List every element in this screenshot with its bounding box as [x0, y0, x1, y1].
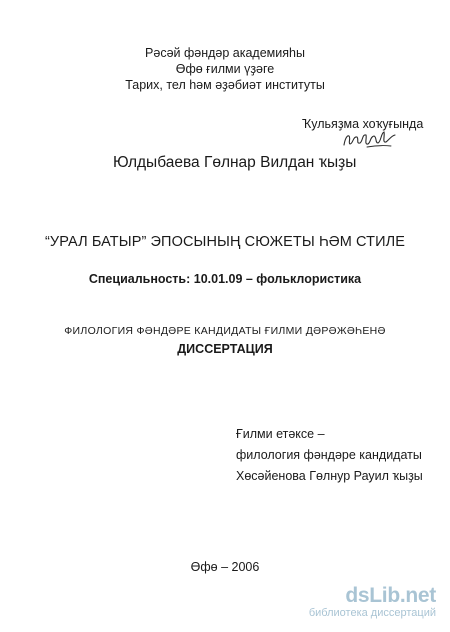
watermark-logo: dsLib.net: [345, 584, 436, 607]
institution-line-1: Рәсәй фәндәр академияһы: [145, 46, 305, 60]
dissertation-label: ДИССЕРТАЦИЯ: [177, 342, 273, 356]
specialty: Специальность: 10.01.09 – фольклористика: [88, 272, 362, 286]
manuscript-note: Ҡульяҙма хоҡуғында: [302, 117, 424, 131]
watermark: [309, 586, 436, 620]
advisor-name: Хөсәйенова Гөлнур Рауил ҡыҙы: [236, 469, 423, 483]
author-name: Юлдыбаева Гөлнар Вилдан ҡыҙы: [113, 154, 357, 171]
institution-line-2: Өфө ғилми үҙәге: [175, 62, 275, 76]
thesis-title: “УРАЛ БАТЫР” ЭПОСЫНЫҢ СЮЖЕТЫ ҺӘМ СТИЛЕ: [45, 234, 405, 250]
advisor-label: Ғилми етәксе –: [236, 427, 325, 441]
watermark-subtitle: библиотека диссертаций: [308, 607, 436, 619]
handwritten-signature: [341, 130, 397, 152]
institution-line-3: Тарих, тел һәм әҙәбиәт институты: [125, 78, 325, 92]
place-year: Өфө – 2006: [190, 560, 260, 574]
advisor-degree: филология фәндәре кандидаты: [236, 448, 422, 462]
degree-line: ФИЛОЛОГИЯ ФӘНДӘРЕ КАНДИДАТЫ ҒИЛМИ ДӘРӘЖӘҺЕНӘ: [64, 325, 386, 337]
